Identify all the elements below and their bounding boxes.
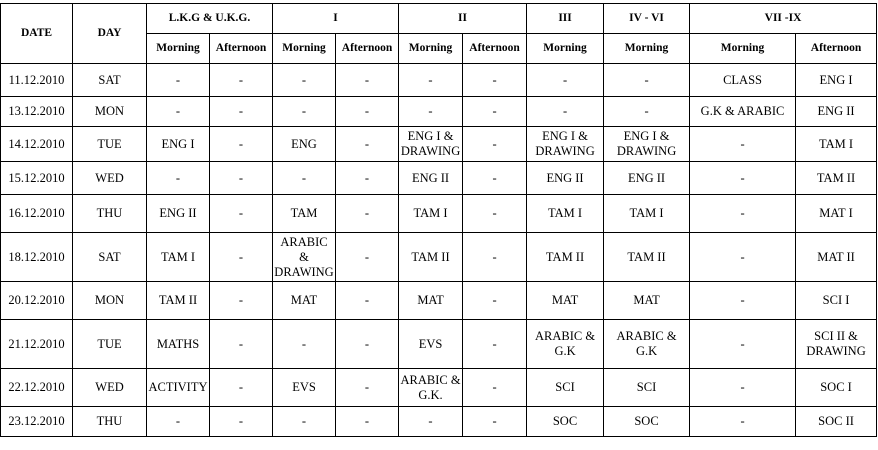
day-cell: THU [73,195,147,233]
group-header-i: I [273,4,399,34]
subject-cell: SOC II [796,407,877,437]
subject-cell: - [690,195,796,233]
day-cell: SAT [73,233,147,282]
subject-cell: ENG I & DRAWING [399,127,463,162]
subject-cell: ACTIVITY [147,369,210,407]
subject-cell: - [399,64,463,97]
table-row [1,195,877,233]
session-header: Morning [273,34,336,64]
subject-cell: ENG II [147,195,210,233]
subject-cell: - [463,162,527,195]
subject-cell: - [147,407,210,437]
session-header: Morning [147,34,210,64]
subject-cell: - [273,64,336,97]
table-row [1,282,877,320]
subject-cell: ENG II [527,162,604,195]
session-header: Afternoon [336,34,399,64]
subject-cell: - [336,97,399,127]
subject-cell: - [273,97,336,127]
session-header: Morning [527,34,604,64]
subject-cell: - [399,407,463,437]
date-cell: 11.12.2010 [1,64,73,97]
subject-cell: TAM I [604,195,690,233]
subject-cell: MAT [399,282,463,320]
date-cell: 23.12.2010 [1,407,73,437]
session-header: Afternoon [210,34,273,64]
subject-cell: - [210,233,273,282]
subject-cell: ENG I & DRAWING [604,127,690,162]
group-header-iv-vi: IV - VI [604,4,690,34]
subject-cell: - [527,64,604,97]
subject-cell: - [336,195,399,233]
date-cell: 20.12.2010 [1,282,73,320]
subject-cell: - [336,64,399,97]
group-header-ii: II [399,4,527,34]
subject-cell: - [273,407,336,437]
subject-cell: SOC [604,407,690,437]
subject-cell: MAT II [796,233,877,282]
subject-cell: - [210,195,273,233]
subject-cell: - [604,64,690,97]
subject-cell: ENG II [796,97,877,127]
subject-cell: - [336,233,399,282]
date-cell: 16.12.2010 [1,195,73,233]
subject-cell: - [273,162,336,195]
session-header: Afternoon [796,34,877,64]
subject-cell: - [210,97,273,127]
subject-cell: TAM I [147,233,210,282]
subject-cell: - [690,320,796,369]
subject-cell: - [147,162,210,195]
subject-cell: - [690,369,796,407]
subject-cell: - [336,407,399,437]
subject-cell: - [147,97,210,127]
table-row [1,320,877,369]
subject-cell: TAM II [604,233,690,282]
subject-cell: - [690,407,796,437]
subject-cell: - [210,407,273,437]
subject-cell: ENG I [147,127,210,162]
timetable-body [1,64,877,437]
day-cell: TUE [73,127,147,162]
table-row [1,97,877,127]
group-header-lkg-ukg: L.K.G & U.K.G. [147,4,273,34]
day-cell: THU [73,407,147,437]
subject-cell: SCI I [796,282,877,320]
subject-cell: - [463,407,527,437]
subject-cell: - [210,282,273,320]
subject-cell: ENG I & DRAWING [527,127,604,162]
subject-cell: TAM I [796,127,877,162]
subject-cell: - [690,233,796,282]
subject-cell: - [210,369,273,407]
subject-cell: TAM II [796,162,877,195]
group-header-vii-ix: VII -IX [690,4,877,34]
subject-cell: - [463,127,527,162]
date-cell: 15.12.2010 [1,162,73,195]
session-header: Morning [604,34,690,64]
day-column-header: DAY [73,4,147,64]
date-cell: 14.12.2010 [1,127,73,162]
subject-cell: TAM II [147,282,210,320]
subject-cell: SCI [527,369,604,407]
subject-cell: - [604,97,690,127]
subject-cell: - [336,162,399,195]
subject-cell: TAM I [527,195,604,233]
subject-cell: TAM II [527,233,604,282]
subject-cell: SCI [604,369,690,407]
subject-cell: ARABIC & G.K [604,320,690,369]
subject-cell: - [210,320,273,369]
table-row [1,162,877,195]
subject-cell: - [336,282,399,320]
day-cell: SAT [73,64,147,97]
date-cell: 21.12.2010 [1,320,73,369]
table-row [1,64,877,97]
subject-cell: TAM I [399,195,463,233]
subject-cell: - [273,320,336,369]
session-header: Morning [690,34,796,64]
table-row [1,369,877,407]
day-cell: WED [73,162,147,195]
subject-cell: - [690,162,796,195]
subject-cell: MAT [273,282,336,320]
subject-cell: - [210,127,273,162]
subject-cell: SOC I [796,369,877,407]
subject-cell: TAM II [399,233,463,282]
subject-cell: SOC [527,407,604,437]
group-header-row [1,4,877,34]
subject-cell: EVS [273,369,336,407]
subject-cell: MATHS [147,320,210,369]
subject-cell: - [336,320,399,369]
session-header: Afternoon [463,34,527,64]
session-header: Morning [399,34,463,64]
date-cell: 13.12.2010 [1,97,73,127]
subject-cell: - [463,97,527,127]
day-cell: MON [73,282,147,320]
subject-cell: ENG [273,127,336,162]
table-row [1,127,877,162]
subject-cell: MAT [527,282,604,320]
subject-cell: - [690,282,796,320]
subject-cell: - [463,64,527,97]
group-header-iii: III [527,4,604,34]
subject-cell: ENG I [796,64,877,97]
subject-cell: MAT [604,282,690,320]
subject-cell: - [463,320,527,369]
subject-cell: - [210,64,273,97]
subject-cell: ENG II [604,162,690,195]
exam-timetable [0,3,877,437]
subject-cell: - [336,127,399,162]
subject-cell: - [463,233,527,282]
date-cell: 18.12.2010 [1,233,73,282]
day-cell: TUE [73,320,147,369]
subject-cell: ARABIC & G.K. [399,369,463,407]
day-cell: WED [73,369,147,407]
table-row [1,233,877,282]
subject-cell: - [463,369,527,407]
subject-cell: TAM [273,195,336,233]
subject-cell: - [336,369,399,407]
subject-cell: ARABIC & G.K [527,320,604,369]
subject-cell: - [527,97,604,127]
subject-cell: - [690,127,796,162]
subject-cell: - [463,282,527,320]
subject-cell: EVS [399,320,463,369]
subject-cell: - [463,195,527,233]
subject-cell: ENG II [399,162,463,195]
subject-cell: - [399,97,463,127]
subject-cell: G.K & ARABIC [690,97,796,127]
date-column-header: DATE [1,4,73,64]
subject-cell: CLASS [690,64,796,97]
subject-cell: - [147,64,210,97]
table-row [1,407,877,437]
subject-cell: MAT I [796,195,877,233]
subject-cell: ARABIC & DRAWING [273,233,336,282]
subject-cell: SCI II & DRAWING [796,320,877,369]
subject-cell: - [210,162,273,195]
day-cell: MON [73,97,147,127]
date-cell: 22.12.2010 [1,369,73,407]
